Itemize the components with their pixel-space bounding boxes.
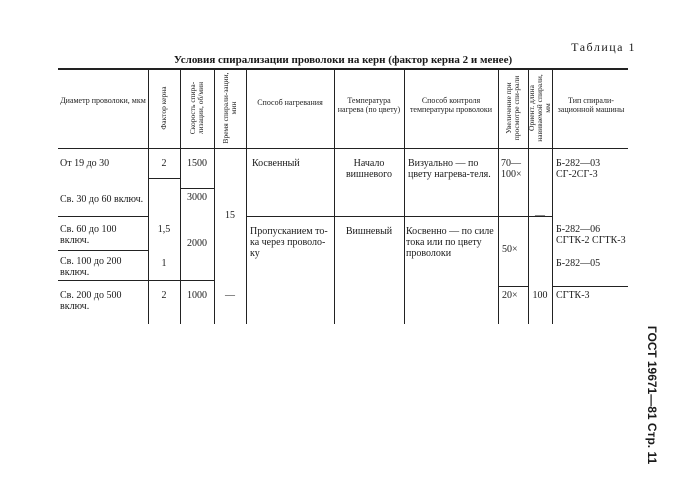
row3-temperature: Вишневый [345, 226, 393, 237]
row2-speed: 3000 [187, 192, 207, 203]
time-merged: 15 [225, 210, 235, 221]
row5-machine-type: СГТК-3 [556, 290, 590, 301]
row5-time: — [225, 290, 235, 301]
row1-speed: 1500 [187, 158, 207, 169]
row5-speed: 1000 [187, 290, 207, 301]
header-machine-type: Тип спирали-зационной машины [557, 96, 625, 114]
header-length: Ориент. длина навиваемой спирали, мм [527, 74, 552, 142]
header-control-method: Способ контроля температуры проволоки [409, 96, 493, 114]
row4-core-factor: 1 [161, 258, 167, 269]
row1-heating-method: Косвенный [252, 158, 300, 169]
row5-magnification: 20× [502, 290, 518, 301]
gost-page-marker [640, 320, 664, 470]
header-heating-method: Способ нагревания [257, 98, 323, 107]
row1-core-factor: 2 [161, 158, 167, 169]
header-speed: Скорость спира-лизации, об/мин [188, 81, 205, 135]
spiralization-table [58, 68, 628, 324]
row1-temperature: Начало вишневого [345, 158, 393, 180]
row4-machine-type: Б-282—05 [556, 258, 601, 269]
table-number-label: Таблица 1 [571, 40, 636, 54]
row1-magnification: 70—100× [501, 158, 522, 180]
header-magnification: Увеличение при просмотре спи-рали [504, 75, 521, 141]
row4-diameter: Св. 100 до 200 включ. [60, 256, 122, 278]
row3-diameter: Св. 60 до 100 включ. [60, 224, 117, 246]
row1-control-method: Визуально — по цвету нагрева-теля. [408, 158, 491, 180]
length-merged: — [535, 210, 545, 221]
row2-diameter: Св. 30 до 60 включ. [60, 194, 144, 205]
row5-length: 100 [532, 290, 548, 301]
row3-machine-type: Б-282—06 СГТК-2 СГТК-3 [556, 224, 626, 246]
row3-heating-method: Пропусканием то-ка через проволо-ку [250, 226, 328, 259]
speed-merged: 2000 [187, 238, 207, 249]
row5-core-factor: 2 [161, 290, 167, 301]
header-temperature: Температура нагрева (по цвету) [337, 96, 401, 114]
row1-machine-type: Б-282—03 СГ-2СГ-3 [556, 158, 601, 180]
header-core-factor: Фактор керна [159, 86, 168, 130]
header-diameter: Диаметр проволоки, мкм [60, 96, 146, 105]
row5-diameter: Св. 200 до 500 включ. [60, 290, 122, 312]
gost-page-label: ГОСТ 19671—81 Стр. 11 [645, 325, 659, 465]
table-caption: Условия спирализации проволоки на керн (фактор керна 2 и менее) [173, 54, 513, 66]
row3-control-method: Косвенно — по силе тока или по цвету проволоки [406, 226, 494, 259]
row1-diameter: От 19 до 30 [60, 158, 110, 169]
row3-core-factor: 1,5 [157, 224, 171, 235]
header-time: Время спирали-зации, мин [221, 72, 238, 144]
row3-magnification: 50× [502, 244, 518, 255]
